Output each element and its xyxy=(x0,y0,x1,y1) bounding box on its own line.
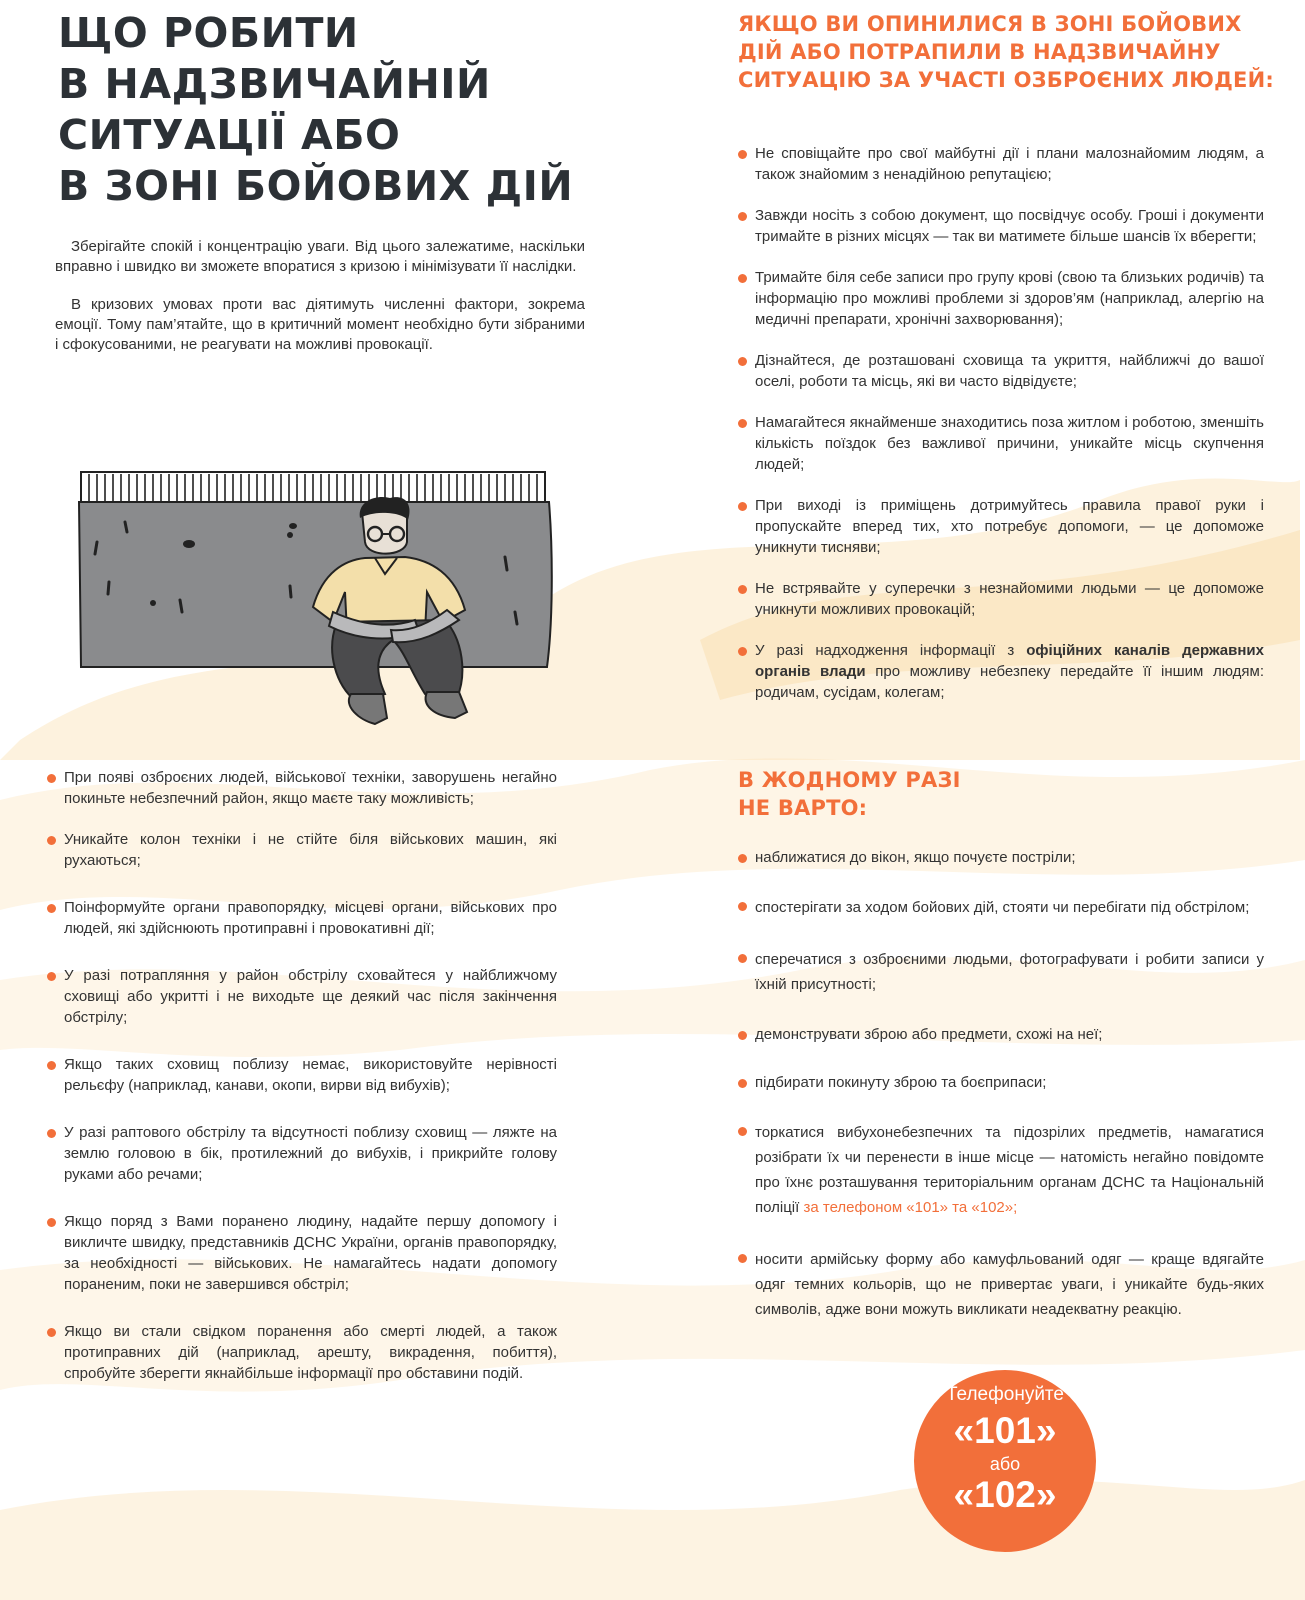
page-title-line: В НАДЗВИЧАЙНІЙ xyxy=(58,60,491,108)
list-item xyxy=(47,1054,557,1096)
list-item xyxy=(738,1120,1264,1220)
bullet-icon xyxy=(738,854,747,863)
phone-number-101: «101» xyxy=(953,1410,1057,1451)
list-item xyxy=(738,412,1264,475)
bullet-icon xyxy=(738,954,747,963)
bullet-icon xyxy=(47,904,56,913)
list-item xyxy=(47,897,557,939)
list-item-text: підбирати покинуту зброю та боєприпаси; xyxy=(755,1074,1047,1091)
bullet-icon xyxy=(738,647,747,656)
never-heading xyxy=(738,766,1138,822)
list-item-text-end: про можливу небезпеку передайте її іншим людям: родичам, сусідам, колегам; xyxy=(755,663,1265,701)
list-item-text: У разі потрапляння у район обстрілу сховайтеся у найближчому сховищі або укритті і не виходьте ще деякий час після закінчення обстрілу; xyxy=(64,967,557,1026)
list-item xyxy=(738,640,1264,703)
list-item xyxy=(738,947,1264,997)
list-item-text: торкатися вибухонебезпечних та підозрілих предметів, намагатися розібрати їх чи перенести в інше місце — натомість негайно повідомте про їхнє розташування територіальним органам ДСНС та Національній поліції xyxy=(755,1124,1264,1216)
combat-zone-heading xyxy=(738,10,1298,94)
page-title-line: СИТУАЦІЇ АБО xyxy=(58,111,401,159)
list-item-text: наближатися до вікон, якщо почуєте постріли; xyxy=(755,849,1076,866)
list-item-text: носити армійську форму або камуфльований одяг — краще вдягайте одяг темних кольорів, що не привертає уваги, і уникайте будь-яких символів, адже вони можуть викликати неадекватну реакцію. xyxy=(755,1251,1264,1318)
combat-zone-list xyxy=(738,143,1264,723)
heading-line: СИТУАЦІЮ ЗА УЧАСТІ ОЗБРОЄНИХ ЛЮДЕЙ: xyxy=(738,68,1274,92)
list-item-text: Завжди носіть з собою документ, що посвідчує особу. Гроші і документи тримайте в різних місцях — так ви матимете більше шансів їх вберегти; xyxy=(755,207,1264,245)
bullet-icon xyxy=(738,902,747,911)
list-item xyxy=(47,1122,557,1185)
list-item-text: У разі раптового обстрілу та відсутності поблизу сховищ — ляжте на землю головою в бік, протилежний до вибухів, і прикрийте голову руками або речами; xyxy=(64,1124,557,1183)
call-label: Телефонуйте xyxy=(946,1384,1064,1405)
list-item xyxy=(738,1072,1264,1093)
list-item-text: Уникайте колон техніки і не стійте біля військових машин, які рухаються; xyxy=(64,831,557,869)
bullet-icon xyxy=(738,1031,747,1040)
list-item xyxy=(738,205,1264,247)
intro-text xyxy=(55,237,585,373)
list-item-text-start: У разі надходження інформації з xyxy=(755,642,1027,659)
bullet-icon xyxy=(47,1218,56,1227)
list-item-text: демонструвати зброю або предмети, схожі на неї; xyxy=(755,1026,1103,1043)
list-item-text: Якщо таких сховищ поблизу немає, використовуйте нерівності рельєфу (наприклад, канави, окопи, вирви від вибухів); xyxy=(64,1056,557,1094)
list-item xyxy=(738,267,1264,330)
list-item xyxy=(47,1211,557,1295)
list-item xyxy=(738,495,1264,558)
bullet-icon xyxy=(738,357,747,366)
intro-paragraph: Зберігайте спокій і концентрацію уваги. Від цього залежатиме, наскільки вправно і швидко ви зможете впоратися з кризою і мінімізувати її наслідки. xyxy=(55,238,585,275)
actions-list xyxy=(47,767,557,1404)
bullet-icon xyxy=(47,972,56,981)
list-item-text: Дізнайтеся, де розташовані сховища та укриття, найближчі до вашої оселі, роботи та місць, які ви часто відвідуєте; xyxy=(755,352,1264,390)
list-item xyxy=(47,767,557,809)
or-label: або xyxy=(989,1454,1021,1474)
list-item xyxy=(738,1247,1264,1322)
intro-paragraph: В кризових умовах проти вас діятимуть численні фактори, зокрема емоції. Тому пам’ятайте, що в критичний момент необхідно бути зібраними і сфокусованими, не реагувати на можливі провокації. xyxy=(55,296,585,353)
page-title-line: ЩО РОБИТИ xyxy=(58,9,359,57)
list-item xyxy=(738,143,1264,185)
list-item-text: Якщо ви стали свідком поранення або смерті людей, а також протиправних дій (наприклад, арешту, викрадення, побиття), спробуйте зберегти якнайбільше інформації про обставини подій. xyxy=(64,1323,557,1382)
list-item-text: Не встрявайте у суперечки з незнайомими людьми — це допоможе уникнути можливих провокацій; xyxy=(755,580,1264,618)
heading-line: НЕ ВАРТО: xyxy=(738,796,868,820)
page-title-line: В ЗОНІ БОЙОВИХ ДІЙ xyxy=(58,162,574,210)
list-item-text: При виході із приміщень дотримуйтесь правила правої руки і пропускайте вперед тих, хто потребує допомоги, — це допоможе уникнути тисняви; xyxy=(755,497,1264,556)
list-item xyxy=(738,350,1264,392)
bullet-icon xyxy=(738,1127,747,1136)
list-item-text: Якщо поряд з Вами поранено людину, надайте першу допомогу і викличте швидку, представників ДСНС України, органів правопорядку, за необхідності — військових. Не намагайтесь надати допомогу пораненим, поки не завершився обстріл; xyxy=(64,1213,557,1293)
bullet-icon xyxy=(47,1328,56,1337)
bullet-icon xyxy=(738,1079,747,1088)
phone-numbers-highlight: за телефоном «101» та «102»; xyxy=(803,1199,1018,1216)
list-item xyxy=(47,829,557,871)
bullet-icon xyxy=(738,212,747,221)
bullet-icon xyxy=(47,1061,56,1070)
list-item xyxy=(738,578,1264,620)
bullet-icon xyxy=(47,774,56,783)
page-title xyxy=(58,8,658,212)
list-item xyxy=(47,965,557,1028)
heading-line: ЯКЩО ВИ ОПИНИЛИСЯ В ЗОНІ БОЙОВИХ xyxy=(738,12,1242,36)
man-sitting-by-wall-illustration xyxy=(75,462,560,732)
official-channels-text: офіційних каналів державних органів влади xyxy=(755,642,1264,680)
bullet-icon xyxy=(47,1129,56,1138)
list-item-text: сперечатися з озброєними людьми, фотографувати і робити записи у їхній присутності; xyxy=(755,951,1264,993)
list-item-text: Поінформуйте органи правопорядку, місцеві органи, військових про людей, які здійснюють протиправні і провокативні дії; xyxy=(64,899,557,937)
list-item-text: Не сповіщайте про свої майбутні дії і плани малознайомим людям, а також знайомим з ненадійною репутацією; xyxy=(755,145,1264,183)
bullet-icon xyxy=(738,585,747,594)
never-list xyxy=(738,847,1264,1342)
phone-number-102: «102» xyxy=(953,1474,1057,1515)
emergency-call-badge xyxy=(914,1370,1096,1552)
list-item xyxy=(47,1321,557,1384)
list-item-text: Намагайтеся якнайменше знаходитись поза житлом і роботою, зменшіть кількість поїздок без важливої причини, уникайте місць скупчення людей; xyxy=(755,414,1264,473)
list-item xyxy=(738,847,1264,868)
bullet-icon xyxy=(738,419,747,428)
bullet-icon xyxy=(47,836,56,845)
bullet-icon xyxy=(738,274,747,283)
bullet-icon xyxy=(738,1254,747,1263)
list-item-text: спостерігати за ходом бойових дій, стояти чи перебігати під обстрілом; xyxy=(755,899,1250,916)
list-item-text: Тримайте біля себе записи про групу крові (свою та близьких родичів) та інформацію про можливі проблеми зі здоров’ям (наприклад, алергію на медичні препарати, хронічні захворювання); xyxy=(755,269,1264,328)
bullet-icon xyxy=(738,502,747,511)
heading-line: В ЖОДНОМУ РАЗІ xyxy=(738,768,961,792)
list-item xyxy=(738,895,1264,920)
list-item xyxy=(738,1024,1264,1045)
list-item-text: При появі озброєних людей, військової техніки, заворушень негайно покиньте небезпечний район, якщо маєте таку можливість; xyxy=(64,769,557,807)
bullet-icon xyxy=(738,150,747,159)
heading-line: ДІЙ АБО ПОТРАПИЛИ В НАДЗВИЧАЙНУ xyxy=(738,40,1221,64)
